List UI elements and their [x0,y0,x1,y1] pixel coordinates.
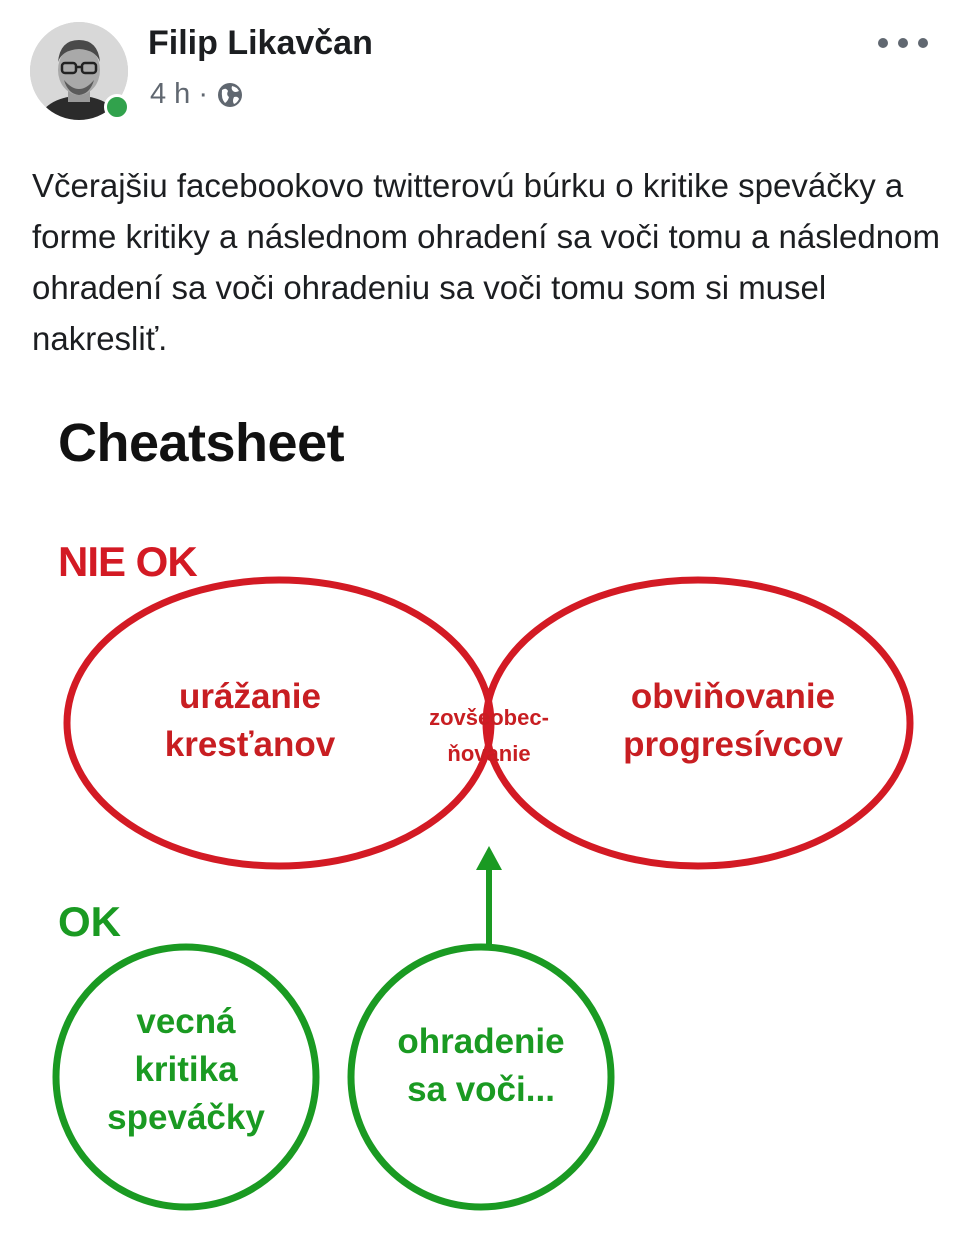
post-meta [150,78,244,111]
ok-circle-left-label: vecná kritika speváčky [107,1002,265,1137]
meta-separator: · [198,78,208,110]
left-circle-label: urážanie kresťanov [164,677,336,764]
image-title: Cheatsheet [58,413,345,473]
ok-label: OK [58,898,121,945]
post-header [0,0,969,140]
ok-circle-right-label: ohradenie sa voči... [397,1022,565,1109]
intersection-label: zovšeobec- ňovanie [429,705,549,766]
more-options-icon [878,38,888,48]
globe-icon[interactable] [216,81,244,109]
right-circle-label: obviňovanie progresívcov [623,677,843,764]
post-image[interactable] [0,400,969,1255]
more-options-icon [918,38,928,48]
not-ok-label: NIE OK [58,538,197,585]
more-options-button[interactable] [878,28,928,58]
more-options-icon [898,38,908,48]
online-status-indicator [104,94,130,120]
post-text: Včerajšiu facebookovo twitterovú búrku o kritike speváčky a forme kritiky a následnom ohradení sa voči tomu a následnom ohradení sa voči ohradeniu sa voči tomu som si musel nakresliť. [32,167,940,357]
arrow-head [476,846,502,870]
author-name[interactable]: Filip Likavčan [148,24,373,62]
post-timestamp[interactable]: 4 h [150,78,191,110]
